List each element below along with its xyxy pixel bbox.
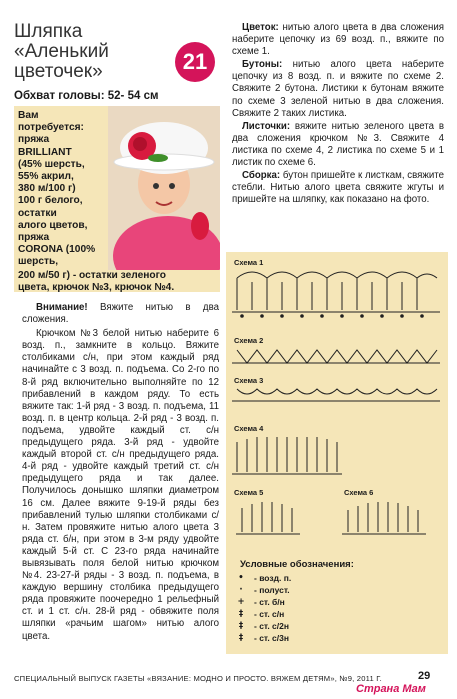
page-number: 29	[418, 670, 431, 682]
left-instructions	[22, 302, 219, 643]
title-line: «Аленький	[14, 41, 109, 62]
scheme-3-diagram	[232, 385, 442, 407]
double-crochet-icon: ‡	[238, 609, 244, 619]
scheme-4-diagram	[232, 434, 442, 478]
scheme-4-label: Схема 4	[234, 424, 264, 433]
scheme-1-label: Схема 1	[234, 258, 264, 267]
materials-text-bottom: 200 м/50 г) - остатки зеленого цвета, крючок №3, крючок №4.	[18, 270, 175, 294]
assembly-label: Сборка:	[242, 170, 281, 182]
article-title	[14, 22, 164, 82]
scheme-5-label: Схема 5	[234, 488, 264, 497]
scheme-6-label: Схема 6	[344, 488, 374, 497]
scheme-5-diagram	[232, 498, 312, 538]
attention-text: Вяжите нитью в два сложения.	[22, 302, 219, 326]
slip-stitch-icon: ·	[239, 585, 243, 595]
flower-label: Цветок:	[242, 22, 279, 33]
legend-row: ‡ - ст. с/3н	[234, 632, 291, 644]
legend-title: Условные обозначения:	[240, 559, 354, 570]
pattern-number-badge: 21	[175, 42, 215, 82]
head-size: Обхват головы: 52- 54 см	[14, 90, 159, 102]
title-line: Шляпка	[14, 21, 83, 42]
legend-row: • - возд. п.	[234, 572, 291, 584]
legend	[234, 572, 291, 644]
chain-stitch-icon: •	[238, 573, 244, 583]
single-crochet-icon: +	[237, 597, 245, 607]
legend-row: + - ст. б/н	[234, 596, 291, 608]
attention-label: Внимание!	[36, 302, 88, 313]
legend-row: ‡ - ст. с/н	[234, 608, 291, 620]
double-treble-icon: ‡	[238, 633, 244, 643]
treble-crochet-icon: ‡	[238, 621, 244, 631]
scheme-3-label: Схема 3	[234, 376, 264, 385]
right-instructions: Цветок: нитью алого цвета в два сложения наберите цепочку из 69 возд. п., вяжите по схеме 1. Бутоны: нитью алого цвета наберите цепочку из 8 возд. п. и вяжите по схеме 2. Свяжите 2 бутона. Листики к бутонам вяжите по схеме 3 зеленой нитью в два сложения. Свяжите 2 таких листика. Листочки: вяжите нитью зеленого цвета в два сложения крючком №3. Свяжите 4 листика по схеме 4, 2 листика по схеме 5 и 1 листик по схеме 6. Сборка: бутон пришейте к листкам, свяжите стебли. Нитью алого цвета свяжите жгуты и пришейте на шляпку, как показано на фото.	[232, 22, 444, 206]
legend-row: ‡ - ст. с/2н	[234, 620, 291, 632]
main-paragraph: Крючком №3 белой нитью наберите 6 возд. п., замкните в кольцо. Вяжите столбиками с/н, при этом каждый ряд начинайте с 3 возд. п. подъема. Со 2-го по 8-й ряд включительно выполняйте по 12 прибавлений в каждом ряду. То есть вяжите так: 1-й ряд - 3 возд. п. подъема, 11 возд. п. в центр кольца. 2-й ряд - 3 возд. п. подъема, удвойте каждый ст. с/н предыдущего ряда. 3-й ряд - удвойте каждый второй ст. с/н предыдущего ряда. 4-й ряд - удвойте каждый третий ст. с/н предыдущего ряда и так далее. Получилось донышко шляпки диаметром 16 см. Далее вяжите 9-19-й ряды без прибавлений тулью шляпки столбиками с/н. Затем провяжите нитью алого цвета 3 ряда ст. б/н, при этом в 3-м ряду удвойте каждый 5-й ст. С 23-го ряда начинайте вывязывать поля белой нитью крючком №4. 23-27-й ряды - 3 возд. п. подъема, в каждую вершину столбика предыдущего ряда провяжите поочередно 1 рельефный ст. и 1 ст. с/н. 28-й ряд - обвяжите поля шляпки «рачьим шагом» нитью алого цвета.	[22, 328, 219, 642]
legend-row: · - полуст.	[234, 584, 291, 596]
scheme-6-diagram	[338, 498, 438, 538]
buds-label: Бутоны:	[242, 59, 283, 71]
scheme-2-diagram	[232, 345, 442, 367]
scheme-2-label: Схема 2	[234, 336, 264, 345]
title-line: цветочек»	[14, 61, 103, 82]
schemes-panel	[226, 252, 448, 654]
leaves-label: Листочки:	[242, 120, 291, 132]
materials-text: Вам потребуется: пряжа BRILLIANT (45% шерсть, 55% акрил, 380 м/100 г) 100 г белого, остатки алого цветов, пряжа CORONA (100% шерсть,	[18, 110, 96, 268]
footer-publication: СПЕЦИАЛЬНЫЙ ВЫПУСК ГАЗЕТЫ «ВЯЗАНИЕ: МОДНО И ПРОСТО. ВЯЖЕМ ДЕТЯМ», №9, 2011 Г.	[14, 674, 382, 683]
watermark-logo: Страна Мам	[356, 683, 426, 695]
scheme-1-diagram	[232, 268, 442, 320]
